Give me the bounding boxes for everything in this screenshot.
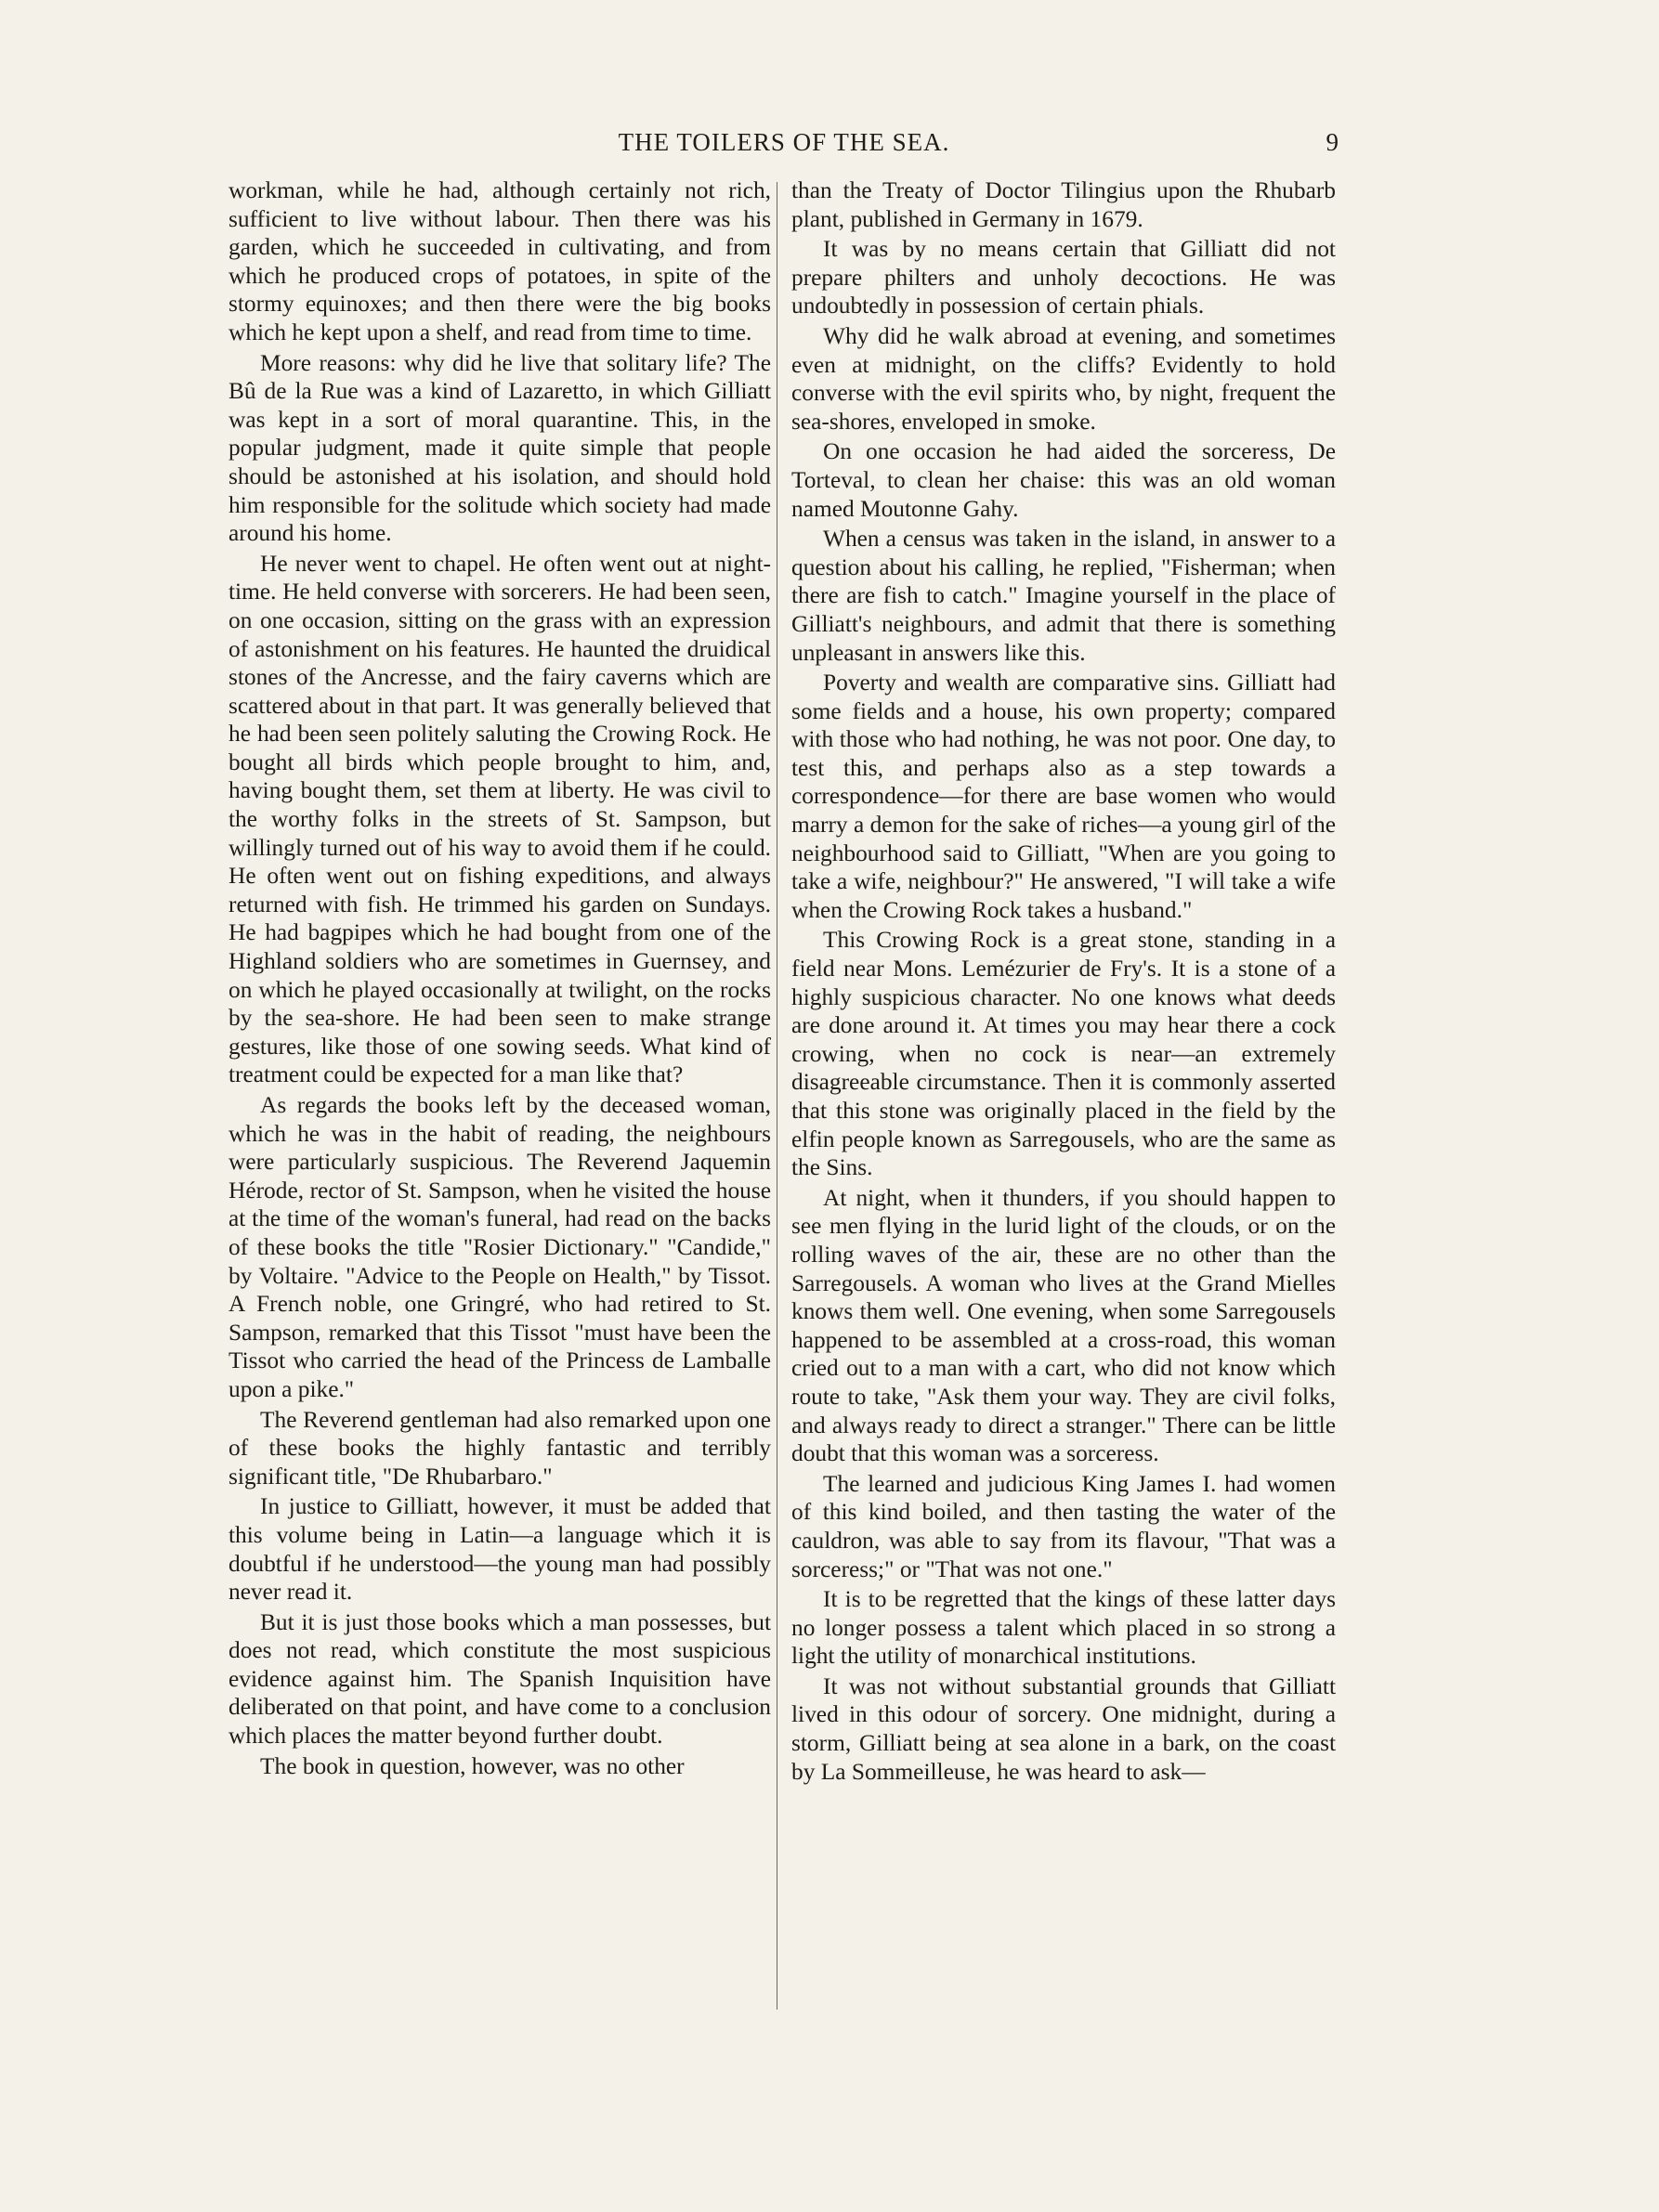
paragraph: It is to be regretted that the kings of these latter days no longer possess a talent which placed in so strong a light the utility of monarchical institutions. bbox=[791, 1586, 1336, 1670]
running-title: THE TOILERS OF THE SEA. bbox=[618, 128, 950, 156]
paragraph: than the Treaty of Doctor Tilingius upon the Rhubarb plant, published in Germany in 1679. bbox=[791, 177, 1336, 232]
paragraph: It was not without substantial grounds that Gilliatt lived in this odour of sorcery. One midnight, during a storm, Gilliatt being at sea alone in a bark, on the coast by La Sommeilleuse, he was heard to ask— bbox=[791, 1672, 1336, 1785]
paragraph: The learned and judicious King James I. had women of this kind boiled, and then tasting the water of the cauldron, was able to say from its flavour, "That was a sorceress;" or "That was not one." bbox=[791, 1470, 1336, 1582]
paragraph: The Reverend gentleman had also remarked upon one of these books the highly fantastic and terribly significant title, "De Rhubarbaro." bbox=[229, 1406, 771, 1490]
paragraph: As regards the books left by the deceased woman, which he was in the habit of reading, the neighbours were particularly suspicious. The Reverend Jaquemin Hérode, rector of St. Sampson, when he visited the house at the time of the woman's funeral, had read on the backs of these books the title "Rosier Dictionary." "Candide," by Voltaire. "Advice to the People on Health," by Tissot. A French noble, one Gringré, who had retired to St. Sampson, remarked that this Tissot "must have been the Tissot who carried the head of the Princess de Lamballe upon a pike." bbox=[229, 1092, 771, 1402]
running-header bbox=[229, 128, 1339, 162]
paragraph: The book in question, however, was no other bbox=[260, 1752, 685, 1779]
paragraph: In justice to Gilliatt, however, it must be added that this volume being in Latin—a language which it is doubtful if he understood—the young man had possibly never read it. bbox=[229, 1493, 771, 1606]
left-column bbox=[229, 176, 771, 1782]
page-number: 9 bbox=[1326, 128, 1339, 156]
paragraph: Poverty and wealth are comparative sins. Gilliatt had some fields and a house, his own property; compared with those who had nothing, he was not poor. One day, to test this, and perhaps also as a step towards a correspondence—for there are base women who would marry a demon for the sake of riches—a young girl of the neighbourhood said to Gilliatt, "When are you going to take a wife, neighbour?" He answered, "I will take a wife when the Crowing Rock takes a husband." bbox=[791, 670, 1336, 923]
paragraph: It was by no means certain that Gilliatt did not prepare philters and unholy decoctions. He was undoubtedly in possession of certain phials. bbox=[791, 236, 1336, 319]
paragraph: More reasons: why did he live that solitary life? The Bû de la Rue was a kind of Lazaretto, in which Gilliatt was kept in a sort of moral quarantine. This, in the popular judgment, made it quite simple that people should be astonished at his isolation, and should hold him responsible for the solitude which society had made around his home. bbox=[229, 349, 771, 547]
paragraph: But it is just those books which a man possesses, but does not read, which constitute the most suspicious evidence against him. The Spanish Inquisition have deliberated on that point, and have come to a conclusion which places the matter beyond further doubt. bbox=[229, 1608, 771, 1750]
paragraph: workman, while he had, although certainly not rich, sufficient to live without labour. Then there was his garden, which he succeeded in cultivating, and from which he produced crops of potatoes, in spite of the stormy equinoxes; and then there were the big books which he kept upon a shelf, and read from time to time. bbox=[229, 177, 771, 345]
paragraph: Why did he walk abroad at evening, and sometimes even at midnight, on the cliffs? Evidently to hold converse with the evil spirits who, by night, frequent the sea-shores, enveloped in smoke. bbox=[791, 322, 1336, 435]
right-column bbox=[791, 176, 1336, 1788]
paragraph: On one occasion he had aided the sorceress, De Torteval, to clean her chaise: this was an old woman named Moutonne Gahy. bbox=[791, 438, 1336, 522]
paragraph: When a census was taken in the island, in answer to a question about his calling, he replied, "Fisherman; when there are fish to catch." Imagine yourself in the place of Gilliatt's neighbours, and admit that there is something unpleasant in answers like this. bbox=[791, 526, 1336, 666]
paragraph: He never went to chapel. He often went out at night-time. He held converse with sorcerers. He had been seen, on one occasion, sitting on the grass with an expression of astonishment on his features. He haunted the druidical stones of the Ancresse, and the fairy caverns which are scattered about in that part. It was generally believed that he had been seen politely saluting the Crowing Rock. He bought all birds which people brought to him, and, having bought them, set them at liberty. He was civil to the worthy folks in the streets of St. Sampson, but willingly turned out of his way to avoid them if he could. He often went out on fishing expeditions, and always returned with fish. He trimmed his garden on Sundays. He had bagpipes which he had bought from one of the Highland soldiers who are sometimes in Guernsey, and on which he played occasionally at twilight, on the rocks by the sea-shore. He had been seen to make strange gestures, like those of one sowing seeds. What kind of treatment could be expected for a man like that? bbox=[229, 550, 771, 1088]
paragraph: At night, when it thunders, if you should happen to see men flying in the lurid light of the clouds, or on the rolling waves of the air, these are no other than the Sarregousels. A woman who lives at the Grand Mielles knows them well. One evening, when some Sarregousels happened to be assembled at a cross-road, this woman cried out to a man with a cart, who did not know which route to take, "Ask them your way. They are civil folks, and always ready to direct a stranger." There can be little doubt that this woman was a sorceress. bbox=[791, 1184, 1336, 1467]
paragraph: This Crowing Rock is a great stone, standing in a field near Mons. Lemézurier de Fry's. It is a stone of a highly suspicious character. No one knows what deeds are done around it. At times you may hear there a cock crowing, when no cock is near—an extremely disagreeable circumstance. Then it is commonly asserted that this stone was originally placed in the field by the elfin people known as Sarregousels, who are the same as the Sins. bbox=[791, 927, 1336, 1181]
